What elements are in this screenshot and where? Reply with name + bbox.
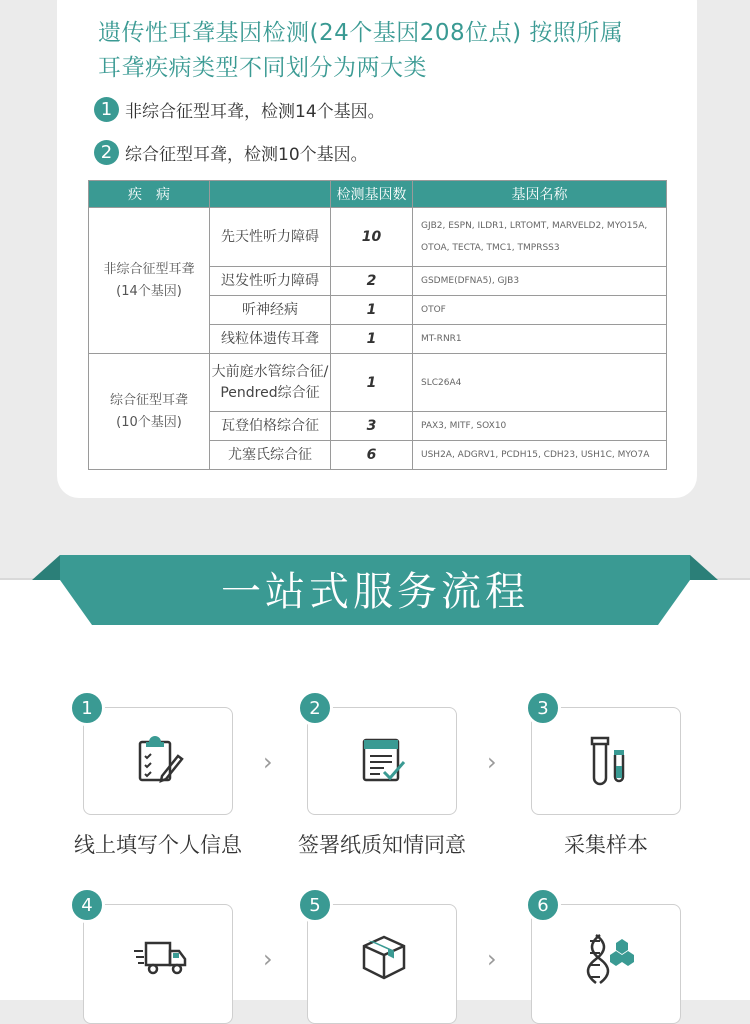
number-badge: 1 (94, 97, 119, 122)
gene-names-cell: SLC26A4 (413, 354, 667, 412)
subtype-line: 大前庭水管综合征/ (211, 363, 329, 380)
group-gene-total: (14个基因) (116, 283, 182, 299)
subtype-cell: 迟发性听力障碍 (210, 267, 331, 296)
category-point-1 (94, 95, 385, 123)
clipboard-edit-icon (132, 732, 188, 788)
group-gene-total: (10个基因) (116, 414, 182, 430)
subtype-cell: 瓦登伯格综合征 (210, 412, 331, 441)
gene-count-cell: 1 (331, 296, 413, 325)
table-row (89, 208, 667, 267)
step-number-3: 3 (525, 690, 561, 726)
document-check-icon (356, 732, 412, 788)
step-number-2: 2 (297, 690, 333, 726)
disease-group-nonsyndromic (89, 208, 210, 354)
header-disease: 疾 病 (89, 181, 210, 208)
subtype-cell: 听神经病 (210, 296, 331, 325)
step-number-5: 5 (297, 887, 333, 923)
step-number-6: 6 (525, 887, 561, 923)
header-subtype (210, 181, 331, 208)
gene-count-cell: 10 (331, 208, 413, 267)
chevron-right-icon: › (487, 748, 497, 776)
gene-count-cell: 2 (331, 267, 413, 296)
table-header-row (89, 181, 667, 208)
dna-molecule-icon (580, 929, 636, 985)
headline-line-2: 耳聋疾病类型不同划分为两大类 (98, 55, 427, 81)
step-card-3 (531, 707, 681, 815)
step-label-1: 线上填写个人信息 (74, 833, 242, 857)
step-card-2 (307, 707, 457, 815)
point-text: 综合征型耳聋，检测10个基因。 (125, 144, 368, 165)
headline-line-1: 遗传性耳聋基因检测(24个基因208位点) 按照所属 (98, 20, 624, 46)
chevron-right-icon: › (263, 748, 273, 776)
step-label-3: 采集样本 (564, 833, 648, 857)
gene-count-cell: 6 (331, 441, 413, 470)
step-number-1: 1 (69, 690, 105, 726)
gene-list-line: GJB2, ESPN, ILDR1, LRTOMT, MARVELD2, MYO15A, (421, 221, 648, 231)
step-label-2: 签署纸质知情同意 (298, 833, 466, 857)
number-badge: 2 (94, 140, 119, 165)
step-card-6 (531, 904, 681, 1024)
service-title: 一站式服务流程 (221, 569, 529, 615)
table-row (89, 354, 667, 412)
subtype-line: Pendred综合征 (220, 384, 320, 401)
step-card-5 (307, 904, 457, 1024)
delivery-truck-icon (132, 929, 188, 985)
step-card-1 (83, 707, 233, 815)
step-number-4: 4 (69, 887, 105, 923)
gene-names-cell: PAX3, MITF, SOX10 (413, 412, 667, 441)
gene-count-cell: 1 (331, 354, 413, 412)
category-point-2 (94, 138, 368, 166)
gene-count-cell: 3 (331, 412, 413, 441)
group-name: 非综合征型耳聋 (103, 261, 195, 277)
gene-names-cell (413, 208, 667, 267)
gene-table (88, 180, 667, 470)
gene-list-line: OTOA, TECTA, TMC1, TMPRSS3 (421, 243, 560, 253)
subtype-cell: 先天性听力障碍 (210, 208, 331, 267)
gene-names-cell: OTOF (413, 296, 667, 325)
header-gene-names: 基因名称 (413, 181, 667, 208)
group-name: 综合征型耳聋 (109, 392, 188, 408)
sample-tube-icon (580, 732, 636, 788)
chevron-right-icon: › (263, 945, 273, 973)
gene-count-cell: 1 (331, 325, 413, 354)
package-box-icon (356, 929, 412, 985)
step-card-4 (83, 904, 233, 1024)
header-gene-count: 检测基因数 (331, 181, 413, 208)
subtype-cell: 线粒体遗传耳聋 (210, 325, 331, 354)
gene-names-cell: USH2A, ADGRV1, PCDH15, CDH23, USH1C, MYO7A (413, 441, 667, 470)
gene-names-cell: MT-RNR1 (413, 325, 667, 354)
section-headline (98, 16, 678, 86)
chevron-right-icon: › (487, 945, 497, 973)
disease-group-syndromic (89, 354, 210, 470)
subtype-cell (210, 354, 331, 412)
point-text: 非综合征型耳聋，检测14个基因。 (125, 101, 385, 122)
gene-names-cell: GSDME(DFNA5), GJB3 (413, 267, 667, 296)
subtype-cell: 尤塞氏综合征 (210, 441, 331, 470)
